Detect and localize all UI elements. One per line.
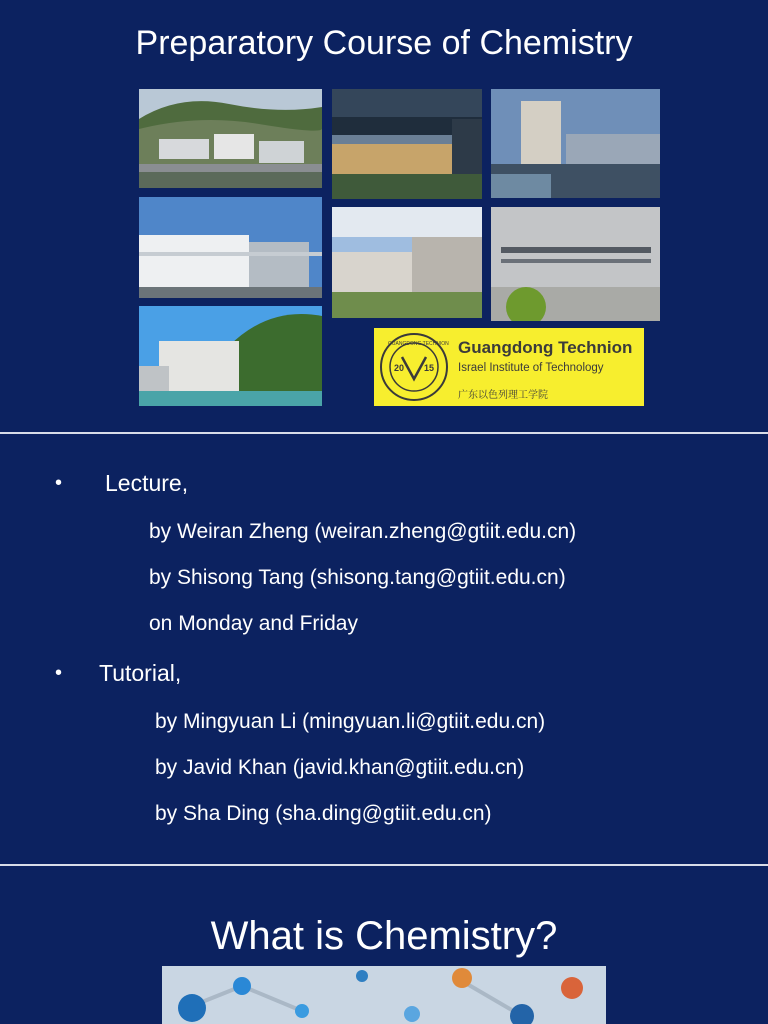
seal-year-right: 15: [424, 363, 435, 373]
slide-title: Preparatory Course of Chemistry: [135, 24, 633, 62]
logo-name-line1: Guangdong Technion: [458, 338, 633, 357]
modern-building-dusk-photo: [491, 89, 660, 198]
lecture-item: by Weiran Zheng (weiran.zheng@gtiit.edu.cn): [149, 520, 577, 543]
molecule-image: [162, 966, 606, 1024]
slide-title: What is Chemistry?: [210, 914, 558, 958]
campus-aerial-photo: [139, 89, 322, 188]
gtiit-sign-wall-photo: [491, 207, 660, 321]
tutorial-heading: Tutorial,: [99, 660, 182, 686]
lecture-item: by Shisong Tang (shisong.tang@gtiit.edu.cn): [149, 566, 566, 589]
slide-what-is-chemistry: [0, 866, 768, 1024]
tutorial-item: by Mingyuan Li (mingyuan.li@gtiit.edu.cn): [155, 710, 546, 733]
gtiit-seal-icon: [378, 331, 450, 403]
logo-name-line3: 广东以色列理工学院: [458, 390, 548, 401]
white-building-photo: [139, 197, 322, 298]
gtiit-logo: [374, 328, 644, 406]
hillside-campus-photo: [139, 306, 322, 406]
lecture-item: on Monday and Friday: [149, 612, 358, 635]
bullet-marker: •: [55, 472, 63, 494]
skybridge-building-photo: [332, 89, 482, 199]
tutorial-item: by Sha Ding (sha.ding@gtiit.edu.cn): [155, 802, 492, 825]
lecture-heading: Lecture,: [105, 470, 189, 496]
slide-course-title: [0, 0, 768, 432]
tutorial-item: by Javid Khan (javid.khan@gtiit.edu.cn): [155, 756, 525, 779]
slide-course-staff: [0, 434, 768, 864]
bullet-marker: •: [55, 662, 63, 684]
logo-name-line2: Israel Institute of Technology: [458, 362, 604, 374]
seal-year-left: 20: [394, 363, 405, 373]
campus-buildings-photo: [332, 207, 482, 318]
seal-text: GUANGDONG TECHNION: [388, 341, 449, 347]
